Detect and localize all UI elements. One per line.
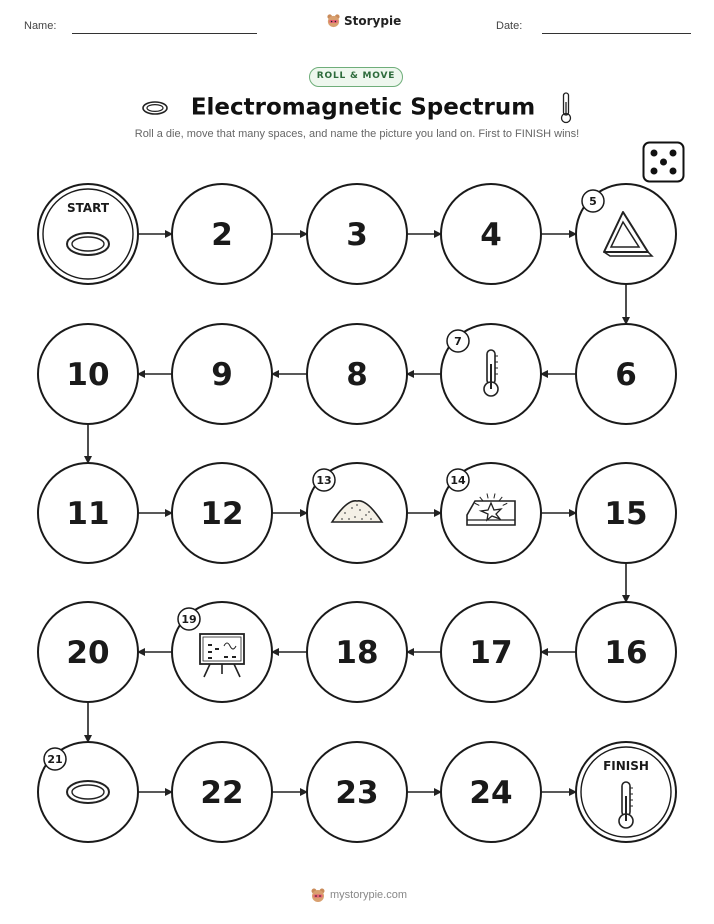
board-space-16[interactable] (576, 602, 676, 702)
board-space-21[interactable] (38, 742, 138, 842)
board-space-2[interactable] (172, 184, 272, 284)
space-number: 4 (480, 217, 502, 253)
start-label: START (66, 201, 110, 215)
space-number: 7 (454, 335, 462, 348)
board-space-25[interactable] (576, 742, 676, 842)
space-number: 14 (450, 474, 466, 487)
board-space-9[interactable] (172, 324, 272, 424)
space-number: 18 (335, 635, 379, 671)
space-number: 12 (200, 496, 244, 532)
space-number: 2 (211, 217, 233, 253)
brand-name: Storypie (344, 13, 402, 28)
space-number: 11 (66, 496, 110, 532)
space-number: 13 (316, 474, 332, 487)
chalkboard-icon (200, 634, 244, 677)
board-space-13[interactable] (307, 463, 407, 563)
board-space-11[interactable] (38, 463, 138, 563)
board-space-3[interactable] (307, 184, 407, 284)
space-number: 10 (66, 357, 110, 393)
space-number: 19 (181, 613, 197, 626)
board-space-23[interactable] (307, 742, 407, 842)
space-number: 23 (335, 775, 379, 811)
board-space-19[interactable] (172, 602, 272, 702)
date-label: Date: (496, 20, 523, 32)
space-number: 24 (469, 775, 513, 811)
board-space-12[interactable] (172, 463, 272, 563)
board-space-8[interactable] (307, 324, 407, 424)
game-type-badge: ROLL & MOVE (309, 67, 403, 87)
board-space-10[interactable] (38, 324, 138, 424)
space-number: 21 (47, 753, 63, 766)
space-number: 20 (66, 635, 110, 671)
title-text: Electromagnetic Spectrum (190, 94, 536, 121)
space-number: 3 (346, 217, 368, 253)
board-space-15[interactable] (576, 463, 676, 563)
board-space-22[interactable] (172, 742, 272, 842)
footer-brand (310, 887, 407, 903)
space-number: 9 (211, 357, 233, 393)
board-space-4[interactable] (441, 184, 541, 284)
board-space-17[interactable] (441, 602, 541, 702)
instructions: Roll a die, move that many spaces, and name the picture you land on. First to FINISH wins! (134, 128, 580, 140)
board-space-14[interactable] (441, 463, 541, 563)
space-number: 17 (469, 635, 513, 671)
board-space-20[interactable] (38, 602, 138, 702)
space-number: 5 (589, 195, 597, 208)
footer-url: mystorypie.com (330, 889, 408, 901)
finish-label: FINISH (603, 759, 649, 773)
bear-mascot-icon (310, 887, 326, 903)
board-space-7[interactable] (441, 324, 541, 424)
space-number: 8 (346, 357, 368, 393)
space-number: 22 (200, 775, 244, 811)
space-number: 16 (604, 635, 648, 671)
board-space-1[interactable] (38, 184, 138, 284)
board-space-5[interactable] (576, 184, 676, 284)
board-space-24[interactable] (441, 742, 541, 842)
board-space-18[interactable] (307, 602, 407, 702)
space-number: 15 (604, 496, 648, 532)
space-number: 6 (615, 357, 637, 393)
name-label: Name: (24, 20, 57, 32)
board-space-6[interactable] (576, 324, 676, 424)
